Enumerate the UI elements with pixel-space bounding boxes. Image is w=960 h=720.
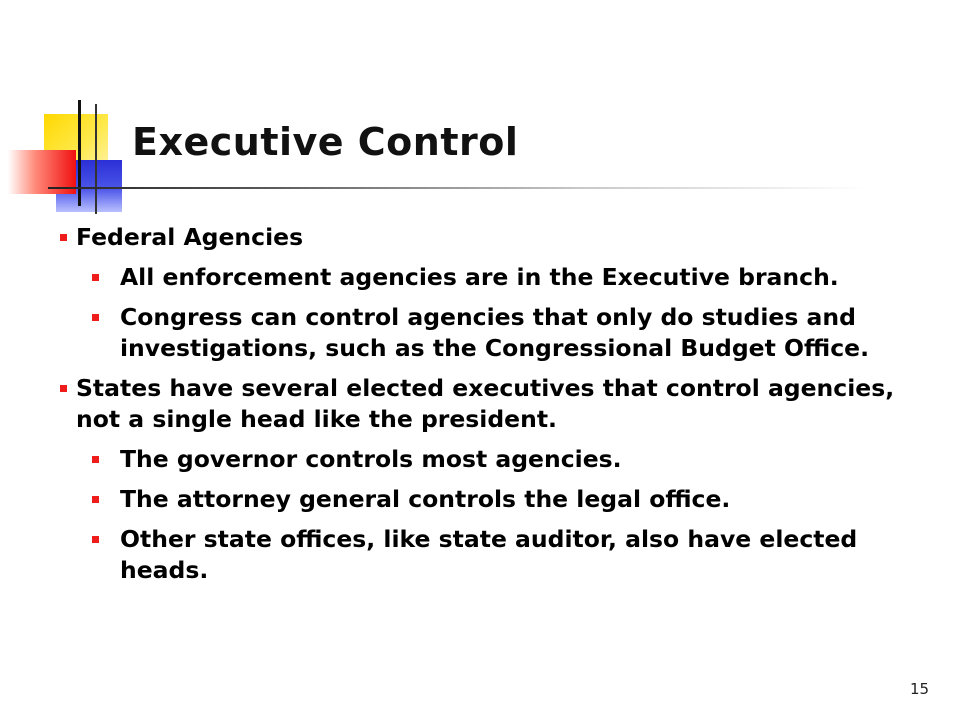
bullet-item	[56, 222, 926, 253]
bullet-text: Other state offices, like state auditor, also have elected heads.	[120, 525, 858, 584]
bullet-text: Congress can control agencies that only do studies and investigations, such as the Congressional Budget Office.	[120, 303, 870, 362]
title-underline	[48, 187, 868, 189]
decor-vertical-line-2	[95, 104, 97, 214]
sub-bullet-item	[56, 302, 926, 364]
square-bullet-icon	[92, 496, 99, 503]
slide-title: Executive Control	[132, 120, 519, 164]
bullet-text: The governor controls most agencies.	[120, 445, 622, 473]
square-bullet-icon	[92, 314, 99, 321]
bullet-list	[56, 222, 926, 586]
sub-bullet-item	[56, 262, 926, 293]
square-bullet-icon	[92, 536, 99, 543]
decor-vertical-line	[78, 100, 81, 206]
square-bullet-icon	[60, 234, 67, 241]
bullet-text: The attorney general controls the legal office.	[120, 485, 731, 513]
bullet-text: Federal Agencies	[76, 223, 304, 251]
square-bullet-icon	[60, 385, 67, 392]
bullet-item	[56, 373, 926, 435]
page-number: 15	[910, 680, 930, 698]
bullet-text: States have several elected executives that control agencies, not a single head like the president.	[76, 374, 895, 433]
square-bullet-icon	[92, 274, 99, 281]
sub-bullet-item	[56, 444, 926, 475]
bullet-text: All enforcement agencies are in the Executive branch.	[120, 263, 839, 291]
sub-bullet-item	[56, 484, 926, 515]
square-bullet-icon	[92, 456, 99, 463]
sub-bullet-item	[56, 524, 926, 586]
